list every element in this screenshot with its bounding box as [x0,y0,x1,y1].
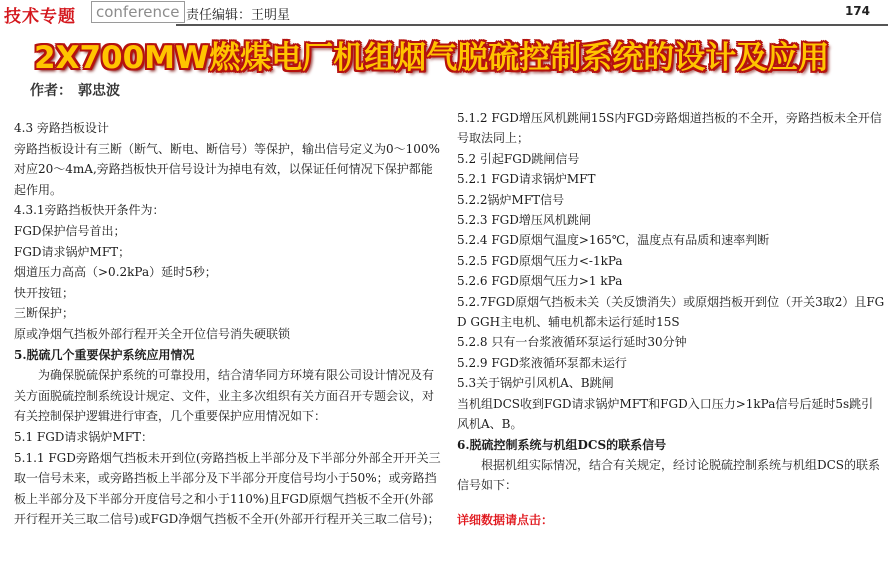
paragraph: 5.2.9 FGD浆液循环泵都未运行 [457,355,627,370]
paragraph: 5.2.4 FGD原烟气温度>165℃，温度点有品质和速率判断 [457,233,770,248]
section-label: 技术专题 [4,7,76,27]
paragraph: 5.2.5 FGD原烟气压力<-1kPa [457,253,623,268]
editor-credit: 责任编辑：王明星 [186,8,291,23]
paragraph: 4.3 旁路挡板设计 [14,121,109,135]
paragraph: 5.1.1 FGD旁路烟气挡板未开到位(旁路挡板上半部分及下半部分外部全开开关三取一信号未来，或旁路挡板上半部分及下半部分开度信号均小于50%；或旁路挡板上半部分及下半部分开度信号之和小于110%)且FGD原烟气挡板不全开(外部开行程开关三取二信号)或FGD净烟气挡板不全开(外部开行程开关三取二信号)； [14,450,441,527]
paragraph: 当机组DCS收到FGD请求锅炉MFT和FGD入口压力>1kPa信号后延时5s跳引风机A、B。 [457,396,874,432]
paragraph: FGD请求锅炉MFT； [14,244,131,259]
right-column [457,108,885,530]
paragraph: 5.2.6 FGD原烟气压力>1 kPa [457,274,623,289]
paragraph: 旁路挡板设计有三断（断气、断电、断信号）等保护，输出信号定义为0～100%对应20～4mA,旁路挡板快开信号设计为掉电有效，以保证任何情况下保护都能起作用。 [14,141,440,197]
paragraph: 5.1.2 FGD增压风机跳闸15S内FGD旁路烟道挡板的不全开，旁路挡板未全开信号取法同上； [457,111,882,146]
paragraph: FGD保护信号首出； [14,223,126,238]
paragraph: 为确保脱硫保护系统的可靠投用，结合清华同方环境有限公司设计情况及有关方面脱硫控制系统设计规定、文件，业主多次组织有关方面召开专题会议，对有关控制保护逻辑进行审查，几个重要保护应用情况如下： [14,368,435,424]
paragraph: 5.2.7FGD原烟气挡板未关（关反馈消失）或原烟挡板开到位（开关3取2）且FGD GGH主电机、辅电机都未运行延时15S [457,294,885,330]
paragraph: 5.2 引起FGD跳闸信号 [457,151,580,166]
page-header [0,0,888,26]
paragraph: 烟道压力高高（>0.2kPa）延时5秒； [14,265,217,280]
author-line [30,80,120,100]
section-heading: 5.脱硫几个重要保护系统应用情况 [14,347,195,362]
paragraph: 5.2.1 FGD请求锅炉MFT [457,172,596,187]
paragraph: 4.3.1旁路挡板快开条件为： [14,203,165,218]
section-heading: 6.脱硫控制系统与机组DCS的联系信号 [457,437,667,452]
page-number: 174 [844,4,870,18]
author-label: 作者： [30,83,72,99]
paragraph: 5.2.3 FGD增压风机跳闸 [457,213,591,228]
paragraph: 快开按钮； [14,285,75,300]
header-rule [176,24,888,26]
paragraph: 原或净烟气挡板外部行程开关全开位信号消失硬联锁 [14,326,291,341]
author-name: 郭忠波 [78,83,120,99]
paragraph: 5.1 FGD请求锅炉MFT： [14,429,154,444]
paragraph: 5.3关于锅炉引风机A、B跳闸 [457,376,614,391]
details-link[interactable]: 详细数据请点击： [457,512,554,527]
paragraph: 5.2.2锅炉MFT信号 [457,192,565,207]
article-title: 2X700MW燃煤电厂机组烟气脱硫控制系统的设计及应用 [34,40,830,76]
paragraph: 根据机组实际情况，结合有关规定，经讨论脱硫控制系统与机组DCS的联系信号如下： [457,457,881,493]
paragraph: 三断保护； [14,306,75,321]
paragraph: 5.2.8 只有一台浆液循环泵运行延时30分钟 [457,335,687,350]
conference-label: conference [91,1,185,23]
left-column [14,118,444,530]
